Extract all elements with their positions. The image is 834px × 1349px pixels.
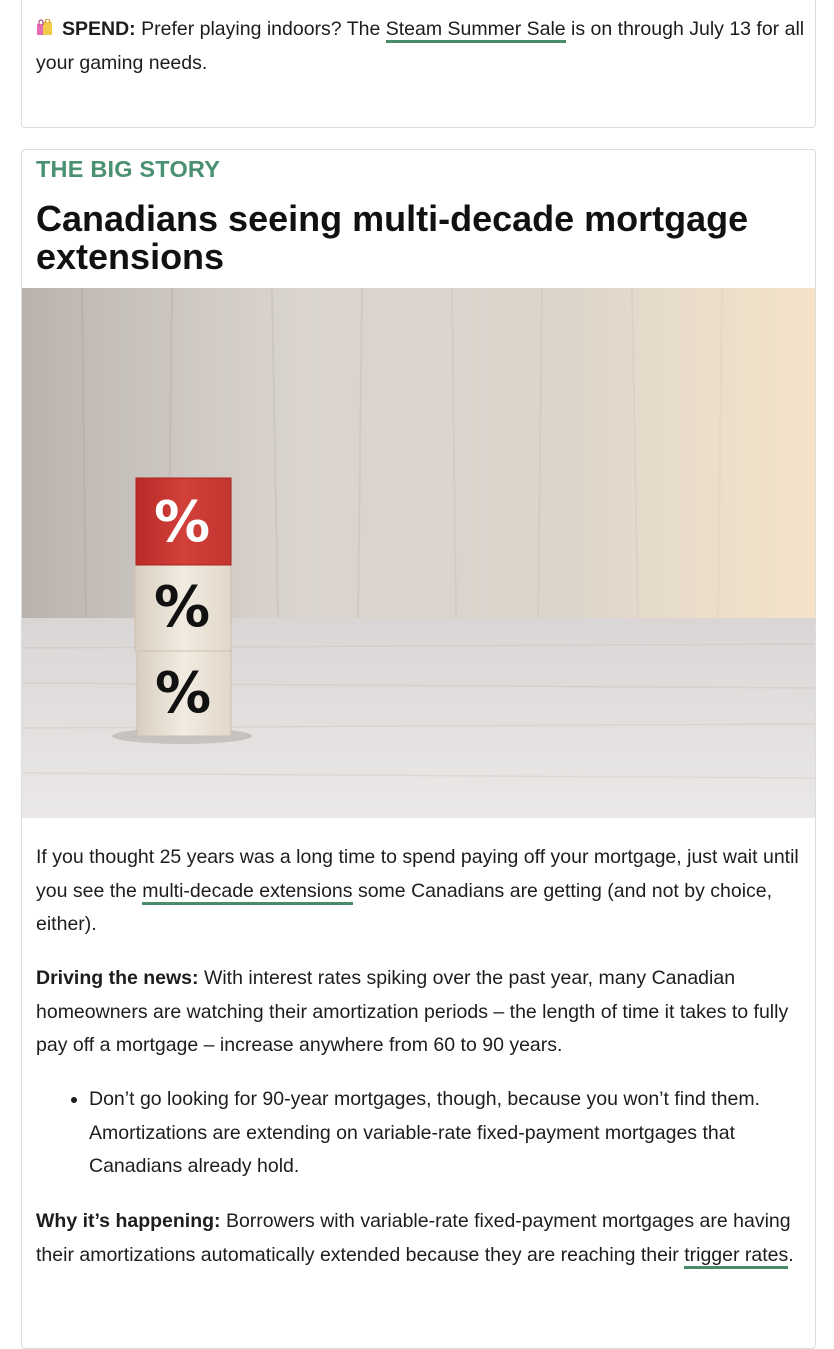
percent-symbol-top: % [153, 490, 211, 555]
story-hero-image [22, 288, 815, 818]
story-headline: Canadians seeing multi-decade mortgage extensions [36, 198, 749, 277]
steam-summer-sale-link[interactable]: Steam Summer Sale [386, 18, 566, 43]
spend-paragraph [36, 13, 806, 80]
why-text: Borrowers with variable-rate fixed-payment mortgages are having their amortizations automatically extended because they are reaching their [36, 1210, 791, 1266]
list-item: • Don’t go looking for 90-year mortgages, though, because you won’t find them. Amortizations are extending on variable-rate fixed-payment mortgages that Canadians already hold. [89, 1083, 806, 1184]
percent-symbol-bottom: % [154, 661, 212, 726]
intro-text: If you thought 25 years was a long time to spend paying off your mortgage, just wait until you see the [36, 846, 799, 902]
why-label: Why it’s happening: [36, 1210, 221, 1232]
spend-text-after: is on through July 13 for all your gaming needs. [36, 18, 805, 74]
spend-card [21, 0, 816, 128]
shopping-bags-icon [36, 14, 53, 31]
section-kicker: THE BIG STORY [36, 156, 221, 182]
percent-symbol-middle: % [153, 575, 211, 640]
story-intro-paragraph [36, 841, 806, 942]
why-its-happening-paragraph [36, 1205, 806, 1272]
big-story-card [21, 149, 816, 1349]
story-bullet-list [36, 1083, 806, 1184]
intro-text-after: some Canadians are getting (and not by choice, either). [36, 879, 773, 935]
driving-label: Driving the news: [36, 967, 199, 989]
multi-decade-extensions-link[interactable]: multi-decade extensions [142, 880, 352, 905]
driving-text: With interest rates spiking over the past year, many Canadian homeowners are watching their amortization periods – the length of time it takes to fully pay off a mortgage – increase anywhere from 60 to 90 years. [36, 967, 789, 1056]
spend-text: Prefer playing indoors? The [135, 18, 386, 40]
why-text-after: . [788, 1243, 794, 1266]
trigger-rates-link[interactable]: trigger rates [684, 1244, 788, 1269]
driving-the-news-paragraph [36, 962, 806, 1063]
spend-label: SPEND: [62, 18, 136, 40]
